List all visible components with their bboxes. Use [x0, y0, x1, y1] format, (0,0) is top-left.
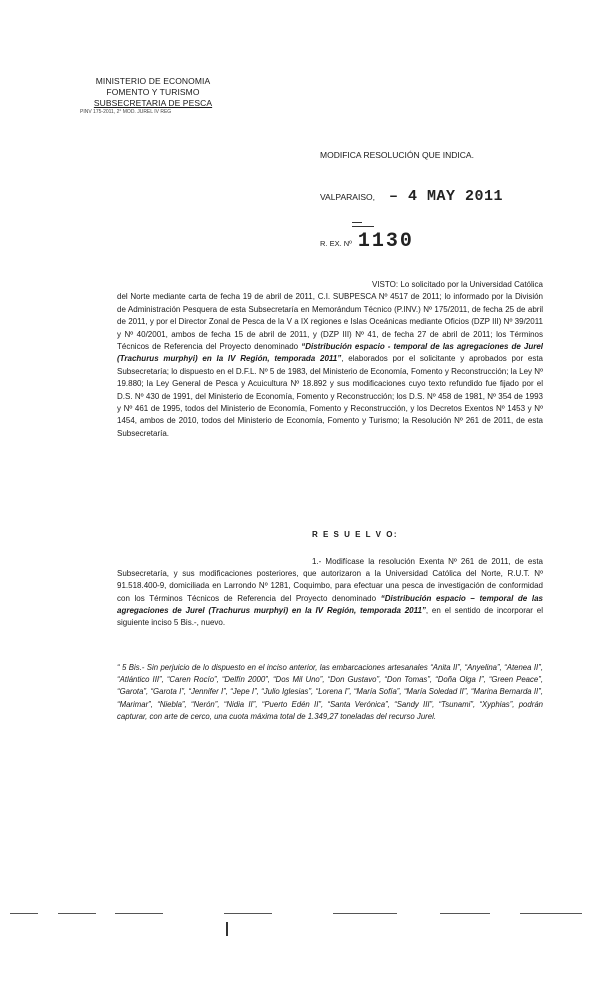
article-text: 1.- Modifícase la resolución Exenta Nº 261 de 2011, de esta Subsecretaría, y sus modificaciones posteriores, que autorizaron a la Universidad Católica del Norte, R.U.T. Nº 91.518.400-9, domiciliada en Larrondo Nº 1281, Coquimbo, para efectuar una pesca de investigación de conformidad con los Términos Técnicos de Referencia del Proyecto denominado: [117, 557, 543, 603]
stamp-mark: [352, 222, 362, 223]
footer-rule: [333, 913, 397, 914]
footer-rule: [520, 913, 582, 914]
footer-rule: [224, 913, 272, 914]
footer-rule: [10, 913, 38, 914]
project-name: “Distribución espacio – temporal de las agregaciones de Jurel (Trachurus murphyi) en la IV Región, temporada 2011”: [117, 593, 544, 615]
article-text-continued: , en el sentido de incorporar el siguiente inciso 5 Bis.-, nuevo.: [117, 605, 543, 628]
undersecretariat-name: SUBSECRETARIA DE PESCA: [93, 98, 213, 108]
visto-text-continued: , elaborados por el solicitante y aprobados por esta Subsecretaría; lo dispuesto en el D.F.L. Nº 5 de 1983, del Ministerio de Economía, Fomento y Reconstrucción; la Ley Nº 19.880; la Ley General de Pesca y Acuicultura Nº 18.892 y sus modificaciones cuyo texto refundido fue fijado por el D.S. Nº 430 de 1991, del Ministerio de Economía, Fomento y Reconstrucción; los D.S. Nº 458 de 1981, Nº 354 de 1993 y Nº 461 de 1995, todos del Ministerio de Economía, Fomento y Reconstrucción, y los Decretos Exentos Nº 1453 y Nº 1454, ambos de 2010, todos del Ministerio de Economía, Fomento y Turismo; la Resolución Nº 261 de 2011, de esta Subsecretaría.: [117, 354, 543, 438]
stamp-mark: [352, 226, 374, 227]
footer-rule: [115, 913, 163, 914]
ministry-header: [78, 76, 228, 116]
ministry-name: MINISTERIO DE ECONOMIA: [95, 76, 211, 86]
footer-mark: [226, 922, 228, 936]
date-line: [320, 188, 503, 205]
ministry-subname: FOMENTO Y TURISMO: [106, 87, 200, 97]
file-reference: PINV 175-2011, 2° MOD. JUREL IV REG: [80, 109, 172, 115]
document-title: MODIFICA RESOLUCIÓN QUE INDICA.: [320, 150, 474, 160]
visto-text: VISTO: Lo solicitado por la Universidad Católica del Norte mediante carta de fecha 19 de abril de 2011, C.I. SUBPESCA Nº 4517 de 2011; lo informado por la División de Administración Pesquera de esta Subsecretaría en Memorándum Técnico (P.INV.) Nº 175/2011, de fecha 25 de abril de 2011, y por el Director Zonal de Pesca de la V a IX regiones e Islas Oceánicas mediante Oficios (DZP III) Nº 39/2011 y Nº 40/2001, ambos de fecha 15 de abril de 2011, y (DZP III) Nº 41, de fecha 27 de abril de 2011; los Términos Técnicos de Referencia del Proyecto denominado: [117, 280, 543, 352]
project-name: “Distribución espacio - temporal de las agregaciones de Jurel (Trachurus murphyi) en la IV Región, temporada 2011”: [117, 342, 543, 364]
date-place: VALPARAISO,: [320, 192, 375, 202]
resolution-label: R. EX. Nº: [320, 239, 352, 248]
visto-paragraph: [117, 279, 543, 440]
inciso-5-bis: “ 5 Bis.- Sin perjuicio de lo dispuesto en el inciso anterior, las embarcaciones artesanales “Anita II”, “Anyelina”, “Atenea II”, “Atlántico III”, “Caren Rocío”, “Delfín 2000”, “Dos Mil Uno”, “Don Gustavo”, “Don Tomas”, “Doña Olga I”, “Green Peace”, “Garota”, “Garota I”, “Jennifer I”, “Jepe I”, “Julio Iglesias”, “Lorena I”, “María Sofía”, “María Soledad II”, “Marina Bernarda II”, “Marimar”, “Niebla”, “Nerón”, “Nidia II”, “Puerto Edén II”, “Santa Verónica”, “Sandy III”, “Tsunami”, “Xyphias”, podrán capturar, con arte de cerco, una cuota máxima total de 1.349,27 toneladas del recurso Jurel.: [117, 663, 543, 721]
footer-rule: [440, 913, 490, 914]
resolution-article-1: [117, 556, 543, 629]
resolution-number-line: [320, 230, 414, 253]
resuelvo-heading: R E S U E L V O:: [312, 530, 399, 539]
resolution-number: 1130: [357, 230, 414, 253]
date-stamp: – 4 MAY 2011: [388, 188, 503, 205]
footer-rule: [58, 913, 96, 914]
